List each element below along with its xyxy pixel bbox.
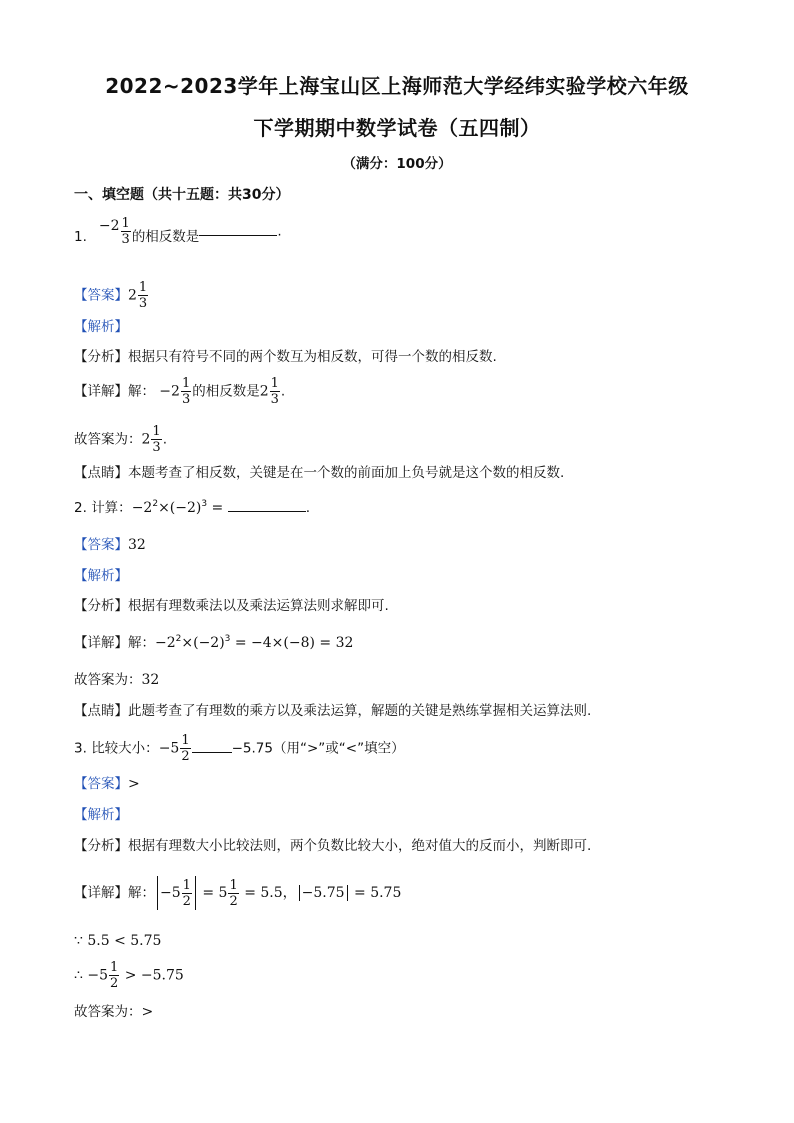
- score-note: （满分：100分）: [342, 156, 452, 172]
- q3-answer-value: >: [128, 776, 140, 792]
- q3-abs-inner: −5: [160, 885, 181, 901]
- q1-fenxi: [74, 347, 497, 367]
- q2-stem-lead: 计算：: [91, 500, 132, 516]
- q3-fenxi-tag: 【分析】: [74, 838, 128, 854]
- q2-number: 2.: [74, 500, 87, 516]
- abs-bar-left2: [299, 885, 300, 901]
- q3-detail-fraction: [182, 878, 192, 909]
- q1-detail: [74, 376, 285, 407]
- fenxi-tag: 【分析】: [74, 349, 128, 365]
- q2-exp-a: 2: [152, 499, 159, 509]
- q2-detail-tail: = −4×(−8) = 32: [230, 635, 354, 651]
- q2-fenxi-text: 根据有理数乘法以及乘法运算法则求解即可.: [128, 598, 389, 614]
- q2-stem: [74, 497, 310, 518]
- q3-so-label: 故答案为：: [74, 1004, 142, 1020]
- analysis-tag: 【解析】: [74, 319, 128, 335]
- q3-therefore: [74, 960, 184, 991]
- q3-so-answer: [74, 1002, 153, 1022]
- q2-analysis-tag: 【解析】: [74, 568, 128, 584]
- section-heading: 一、填空题（共十五题：共30分）: [74, 187, 290, 203]
- q3-stem-right: −5.75（用“>”或“<”填空）: [231, 740, 405, 757]
- q2-answer-line: [74, 535, 146, 555]
- q3-fenxi-text: 根据有理数大小比较法则，两个负数比较大小，绝对值大的反而小，判断即可.: [128, 838, 592, 854]
- q3-analysis-tag: 【解析】: [74, 807, 128, 823]
- q3-therefore-fraction: [109, 960, 119, 991]
- q3-stem: [74, 733, 405, 764]
- q2-comment: [74, 701, 591, 721]
- q3-fraction: [180, 733, 190, 764]
- q3-answer-line: [74, 774, 140, 794]
- q3-detail-den: 2: [182, 893, 191, 909]
- q1-answer-blank: [199, 221, 277, 236]
- so-answer-label: 故答案为：: [74, 431, 142, 448]
- q1-detail-num: 1: [181, 376, 191, 391]
- q3-detail-num: 1: [182, 877, 191, 893]
- q3-eq2: = 5.75: [349, 885, 402, 901]
- q3-therefore-lead: ∴ −5: [74, 967, 108, 984]
- q2-comment-tag: 【点睛】: [74, 703, 128, 719]
- q2-expr-a: −2: [131, 500, 153, 516]
- q1-answer-fraction: [138, 280, 148, 311]
- q1-answer-den: 3: [138, 296, 148, 311]
- q1-answer-whole: 2: [128, 287, 137, 304]
- q1-fraction: [121, 216, 131, 247]
- q2-eq: =: [207, 500, 228, 516]
- q3-therefore-den: 2: [110, 976, 119, 991]
- q1-stem: [74, 216, 282, 247]
- q1-prefix: −2: [98, 218, 120, 234]
- q1-detail-whole: 2: [259, 383, 269, 400]
- q1-so-whole: 2: [141, 431, 151, 448]
- q2-answer-value: 32: [128, 537, 146, 553]
- exam-title-line2: 下学期期中数学试卷（五四制）: [253, 116, 541, 140]
- q2-detail-lead: 解：: [128, 635, 155, 651]
- q2-detail-expr-b: ×(−2): [181, 635, 225, 651]
- abs-bar-right2: [347, 885, 348, 901]
- abs-bar-right: [195, 876, 196, 910]
- q2-analysis: [74, 566, 128, 586]
- q2-detail-exp-a: 2: [175, 634, 182, 644]
- q3-analysis: [74, 805, 128, 825]
- q3-abs2: −5.75: [301, 885, 345, 901]
- q3-answer-tag: 【答案】: [74, 776, 128, 792]
- q2-so-label: 故答案为：: [74, 672, 142, 688]
- q2-fenxi: [74, 596, 389, 616]
- exam-title-line1: 2022~2023学年上海宝山区上海师范大学经纬实验学校六年级: [105, 74, 689, 98]
- q2-answer-tag: 【答案】: [74, 537, 128, 553]
- detail-tag: 【详解】: [74, 383, 128, 400]
- q1-detail-prefix: −2: [159, 383, 180, 400]
- q1-stem-text: 的相反数是: [131, 229, 200, 245]
- q2-detail: [74, 633, 353, 653]
- q3-frac-num: 1: [181, 733, 190, 748]
- q1-detail-den2: 3: [270, 392, 279, 407]
- q1-so-end: .: [162, 431, 167, 448]
- q1-frac-num: 1: [121, 216, 130, 231]
- q3-detail: [74, 876, 401, 910]
- q2-stem-end: .: [305, 500, 311, 516]
- q1-frac-den: 3: [121, 232, 130, 247]
- q3-so-value: >: [141, 1004, 154, 1020]
- q2-detail-expr-a: −2: [155, 635, 176, 651]
- q3-fenxi: [74, 836, 591, 856]
- q1-detail-end: .: [280, 383, 286, 400]
- q3-detail-num2: 1: [229, 877, 238, 893]
- q2-so-answer: [74, 670, 159, 690]
- q1-number: 1.: [74, 229, 87, 245]
- q2-expr-b: ×(−2): [158, 500, 202, 516]
- q3-whole: −5: [158, 740, 180, 757]
- q2-fenxi-tag: 【分析】: [74, 598, 128, 614]
- q1-analysis: [74, 317, 128, 337]
- q3-number: 3.: [74, 740, 87, 757]
- q1-so-num: 1: [152, 424, 161, 439]
- q1-stem-end: .: [277, 223, 282, 240]
- q1-comment: [74, 463, 564, 483]
- q3-because-line: ∵ 5.5 < 5.75: [74, 933, 162, 949]
- q3-frac-den: 2: [181, 749, 190, 764]
- q3-eq1: = 5: [197, 885, 228, 901]
- q3-detail-den2: 2: [229, 893, 238, 909]
- q3-stem-lead: 比较大小：: [91, 740, 159, 757]
- q2-detail-tag: 【详解】: [74, 635, 128, 651]
- q3-because: [74, 931, 161, 951]
- q1-detail-den: 3: [181, 392, 191, 407]
- q1-so-den: 3: [152, 440, 161, 455]
- q3-answer-blank: [192, 738, 232, 753]
- q3-therefore-tail: > −5.75: [120, 967, 184, 984]
- comment-tag: 【点睛】: [74, 465, 128, 481]
- q3-detail-fraction2: [228, 878, 238, 909]
- q2-answer-blank: [228, 497, 306, 512]
- q1-detail-fraction2: [270, 376, 280, 407]
- q1-so-fraction: [151, 424, 161, 455]
- q1-answer-line: [74, 280, 149, 311]
- q1-detail-num2: 1: [270, 376, 279, 391]
- q1-so-answer: [74, 424, 167, 455]
- q1-detail-mid: 的相反数是: [192, 383, 260, 400]
- q1-comment-text: 本题考查了相反数，关键是在一个数的前面加上负号就是这个数的相反数.: [128, 465, 565, 481]
- answer-tag: 【答案】: [74, 287, 128, 304]
- q1-fenxi-text: 根据只有符号不同的两个数互为相反数，可得一个数的相反数.: [128, 349, 497, 365]
- q2-comment-text: 此题考查了有理数的乘方以及乘法运算，解题的关键是熟练掌握相关运算法则.: [128, 703, 592, 719]
- q2-so-value: 32: [141, 672, 160, 688]
- q1-detail-lead: 解：: [128, 383, 155, 400]
- q2-detail-exp-b: 3: [224, 634, 231, 644]
- q1-answer-num: 1: [138, 280, 148, 295]
- q3-therefore-num: 1: [110, 960, 119, 975]
- abs-bar-left: [157, 876, 158, 910]
- q3-detail-tag: 【详解】: [74, 885, 128, 901]
- q1-detail-fraction: [181, 376, 191, 407]
- q3-detail-lead: 解：: [128, 885, 155, 901]
- q3-eq1-tail: = 5.5，: [239, 885, 297, 901]
- q2-exp-b: 3: [201, 499, 208, 509]
